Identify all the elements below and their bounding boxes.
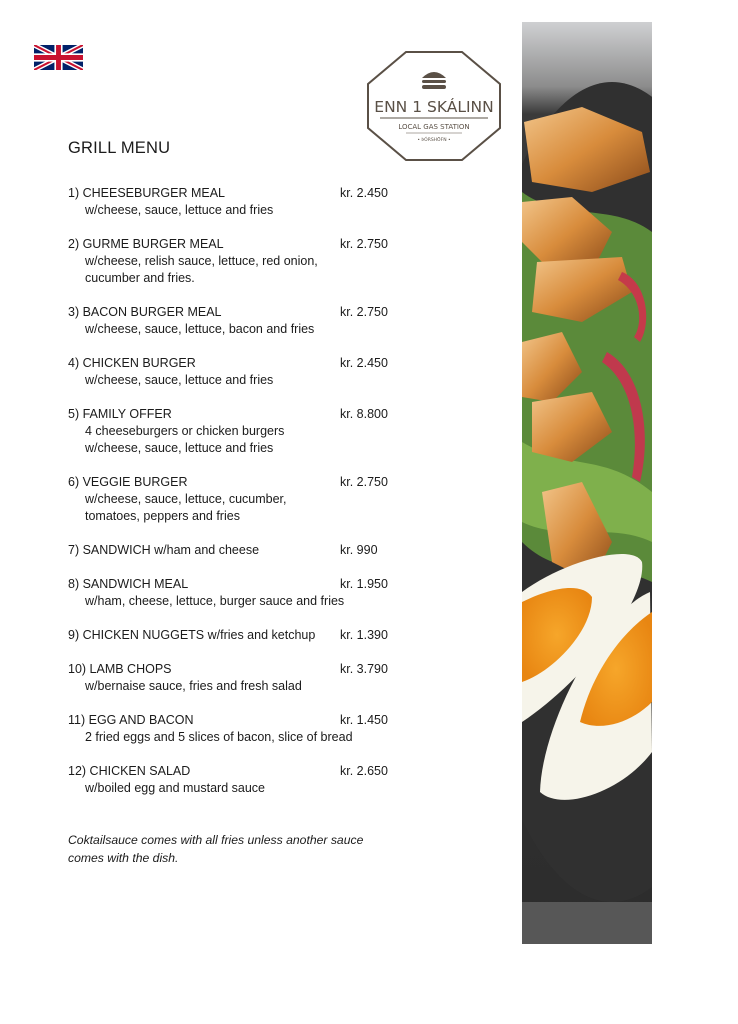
menu-item-name: 3) BACON BURGER MEAL xyxy=(68,305,222,319)
menu-item-name: 7) SANDWICH w/ham and cheese xyxy=(68,543,260,557)
menu-item-description: w/cheese, relish sauce, lettuce, red onion, xyxy=(85,254,318,268)
menu-item-description: w/cheese, sauce, lettuce, cucumber, xyxy=(85,492,287,506)
burger-icon xyxy=(422,72,446,89)
menu-item-price: kr. 1.390 xyxy=(340,628,388,642)
menu-item-name: 5) FAMILY OFFER xyxy=(68,407,172,421)
menu-item xyxy=(68,763,398,797)
menu-item xyxy=(68,406,398,457)
footnote-line: Coktailsauce comes with all fries unless another sauce xyxy=(68,833,364,847)
menu-item-name: 10) LAMB CHOPS xyxy=(68,662,172,676)
menu-item-name: 1) CHEESEBURGER MEAL xyxy=(68,186,225,200)
menu-item-price: kr. 2.650 xyxy=(340,764,388,778)
footnote xyxy=(68,832,398,867)
menu-item-description: tomatoes, peppers and fries xyxy=(85,509,240,523)
menu-item-description: 4 cheeseburgers or chicken burgers xyxy=(85,424,285,438)
menu-item-price: kr. 2.750 xyxy=(340,237,388,251)
menu-item-description: w/bernaise sauce, fries and fresh salad xyxy=(85,679,302,693)
menu-item-price: kr. 8.800 xyxy=(340,407,388,421)
footnote-line: comes with the dish. xyxy=(68,850,179,865)
menu-item-name: 11) EGG AND BACON xyxy=(68,713,194,727)
menu-item xyxy=(68,474,398,525)
menu-item xyxy=(68,236,398,287)
menu-item-price: kr. 2.750 xyxy=(340,475,388,489)
menu-item-name: 12) CHICKEN SALAD xyxy=(68,764,191,778)
menu-item-price: kr. 990 xyxy=(340,543,378,557)
menu-item-description: cucumber and fries. xyxy=(85,271,195,285)
logo-town: • ÞÓRSHÖFN • xyxy=(417,138,451,143)
menu-item-name: 4) CHICKEN BURGER xyxy=(68,356,196,370)
menu-item-name: 9) CHICKEN NUGGETS w/fries and ketchup xyxy=(68,628,316,642)
menu-item-name: 6) VEGGIE BURGER xyxy=(68,475,188,489)
menu-item-name: 2) GURME BURGER MEAL xyxy=(68,237,224,251)
menu-item-price: kr. 1.450 xyxy=(340,713,388,727)
menu-item-price: kr. 3.790 xyxy=(340,662,388,676)
menu-item-price: kr. 2.750 xyxy=(340,305,388,319)
menu-item xyxy=(68,542,398,559)
logo-tagline: LOCAL GAS STATION xyxy=(398,123,470,131)
brand-logo xyxy=(366,50,502,162)
menu-item-description: w/cheese, sauce, lettuce and fries xyxy=(85,373,274,387)
uk-flag-icon xyxy=(34,45,83,70)
chicken-salad-photo xyxy=(522,22,652,944)
menu-item-description: w/cheese, sauce, lettuce, bacon and fries xyxy=(85,322,315,336)
menu-item-description: 2 fried eggs and 5 slices of bacon, slice of bread xyxy=(85,730,353,744)
menu-item-name: 8) SANDWICH MEAL xyxy=(68,577,189,591)
page-title: GRILL MENU xyxy=(68,139,171,157)
menu-item-price: kr. 2.450 xyxy=(340,186,388,200)
menu-item-price: kr. 1.950 xyxy=(340,577,388,591)
menu-item-description: w/cheese, sauce, lettuce and fries xyxy=(85,203,274,217)
menu-item xyxy=(68,576,398,610)
menu-item xyxy=(68,661,398,695)
menu-item-description: w/ham, cheese, lettuce, burger sauce and fries xyxy=(85,594,345,608)
menu-item xyxy=(68,627,398,644)
logo-name: ENN 1 SKÁLINN xyxy=(374,98,494,116)
menu-item-description: w/boiled egg and mustard sauce xyxy=(85,781,265,795)
menu-item xyxy=(68,355,398,389)
menu-item-price: kr. 2.450 xyxy=(340,356,388,370)
menu-item-description: w/cheese, sauce, lettuce and fries xyxy=(85,441,274,455)
menu-item xyxy=(68,185,398,219)
menu-item xyxy=(68,712,398,746)
menu-item xyxy=(68,304,398,338)
